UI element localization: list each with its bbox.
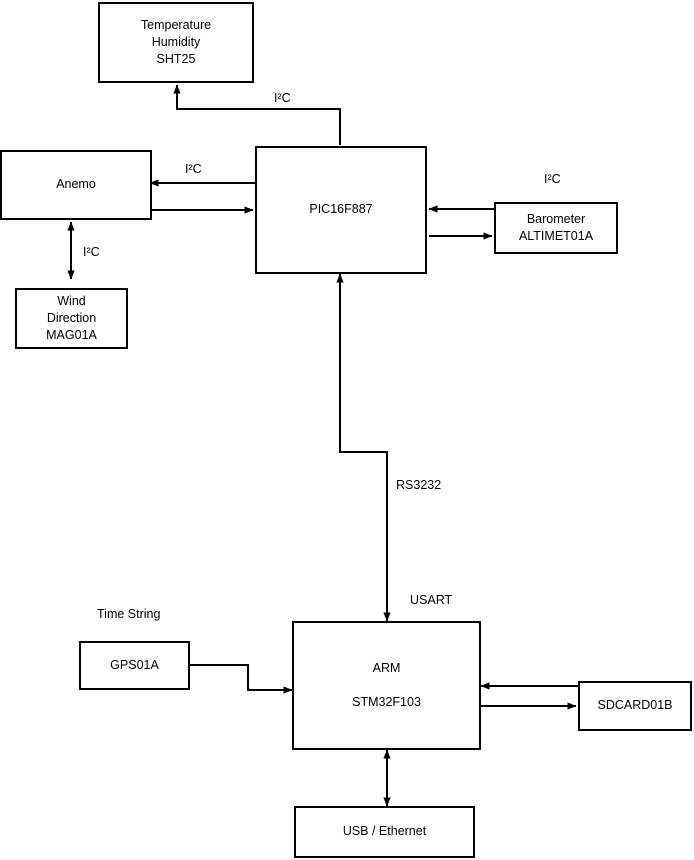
node-line: Barometer bbox=[526, 211, 586, 226]
node-line: Anemo bbox=[56, 177, 96, 192]
node-line: GPS01A bbox=[110, 657, 159, 672]
node-sdcard01b[interactable] bbox=[578, 681, 692, 731]
edge-label-rs3232: RS3232 bbox=[396, 478, 442, 492]
edge-label-i2c-anemo: I²C bbox=[185, 162, 202, 176]
node-line: Humidity bbox=[151, 34, 201, 49]
node-line: USB / Ethernet bbox=[342, 824, 427, 839]
edge-label-time-string: Time String bbox=[97, 607, 161, 621]
node-line: Wind bbox=[57, 293, 86, 308]
node-anemo[interactable] bbox=[0, 150, 152, 220]
node-gps01a[interactable] bbox=[79, 641, 190, 690]
node-line: ALTIMET01A bbox=[518, 229, 594, 243]
edge-label-i2c-barometer: I²C bbox=[544, 172, 561, 186]
edge-label-usart: USART bbox=[410, 593, 453, 607]
node-line: PIC16F887 bbox=[309, 202, 373, 217]
node-line: ARM bbox=[372, 661, 401, 676]
node-line: Direction bbox=[46, 310, 97, 325]
node-pic16f887[interactable] bbox=[255, 146, 427, 274]
node-line: SHT25 bbox=[156, 52, 196, 67]
edge-label-i2c-sht25: I²C bbox=[274, 91, 291, 105]
node-line: Temperature bbox=[140, 17, 212, 32]
node-arm-stm32f103[interactable] bbox=[292, 621, 481, 750]
node-temperature-humidity-sht25[interactable] bbox=[98, 2, 254, 83]
node-usb-ethernet[interactable] bbox=[294, 806, 475, 858]
node-line: SDCARD01B bbox=[597, 698, 673, 713]
node-wind-direction-mag01a[interactable] bbox=[15, 288, 128, 349]
node-line: STM32F103 bbox=[352, 694, 421, 709]
node-line: MAG01A bbox=[46, 328, 97, 343]
edge-label-i2c-wind-direction: I²C bbox=[83, 245, 100, 259]
node-barometer-altimet01a[interactable] bbox=[494, 202, 618, 254]
